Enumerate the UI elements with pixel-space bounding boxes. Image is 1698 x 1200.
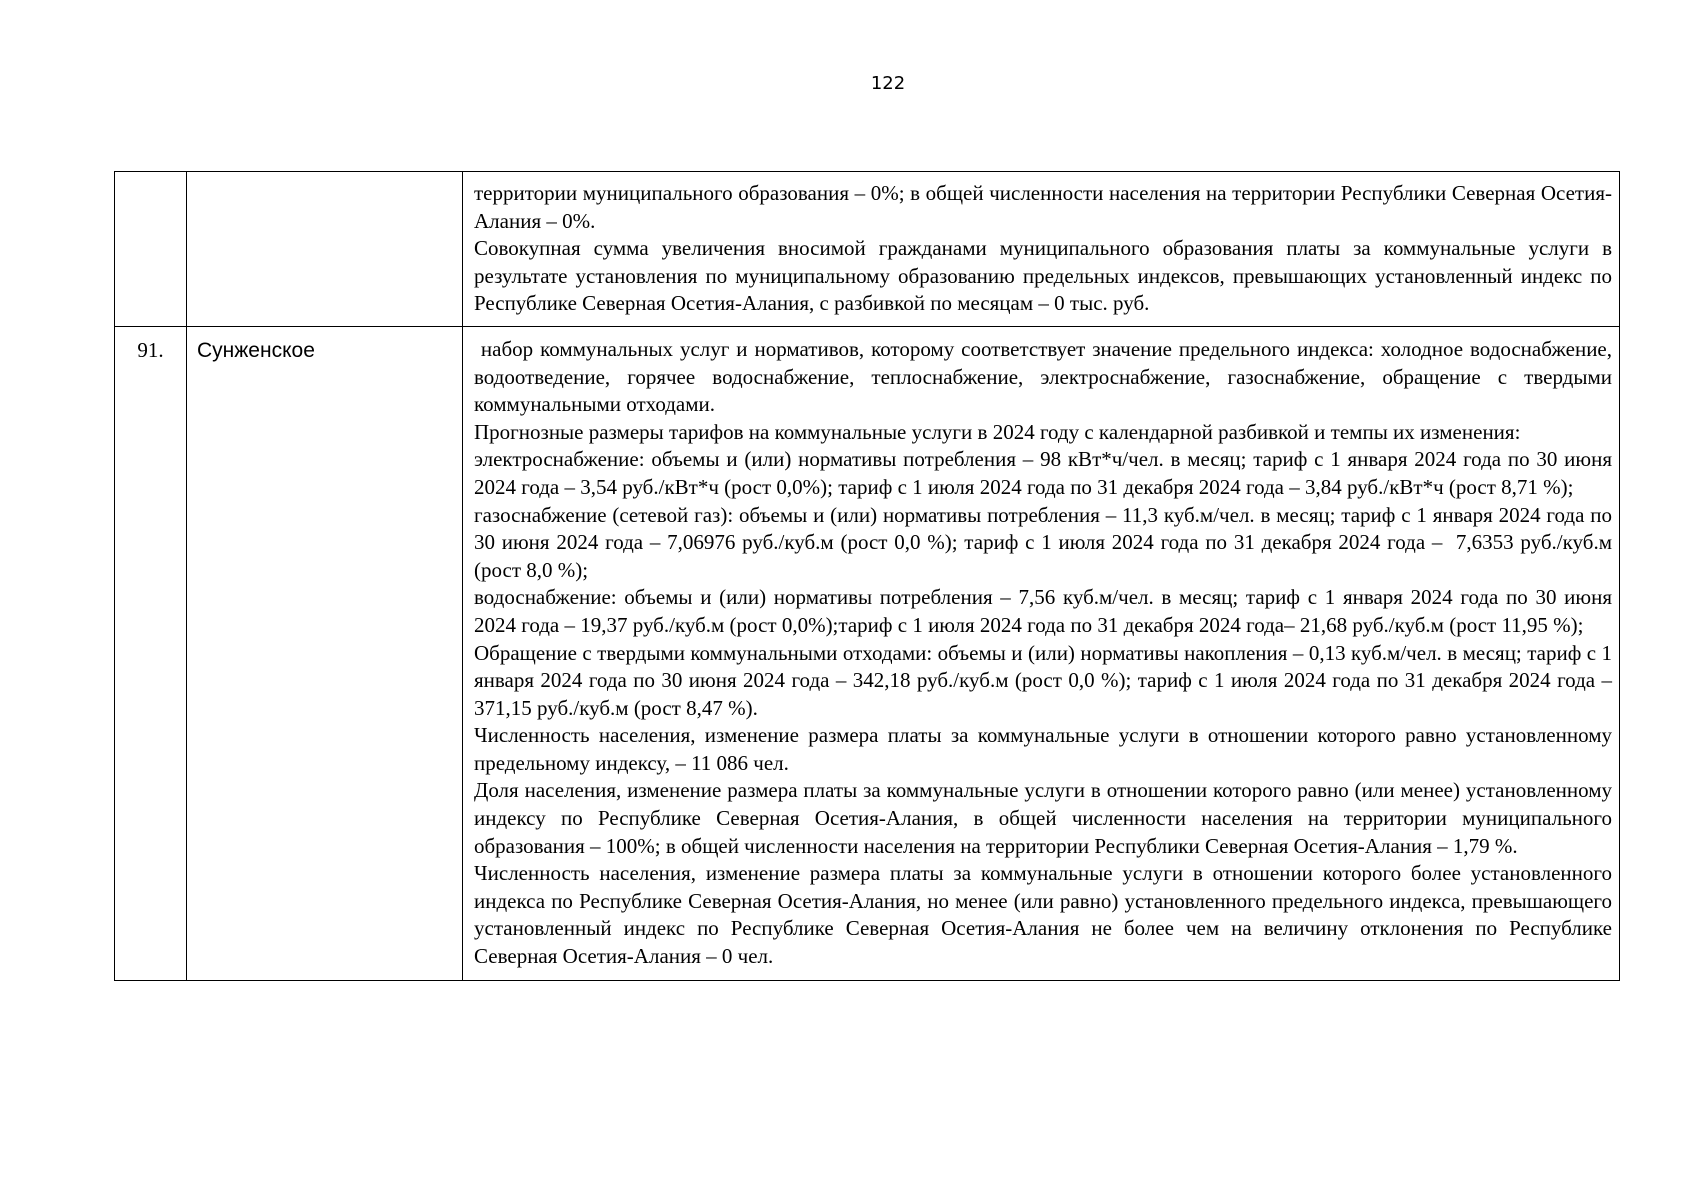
page-number: 122 bbox=[870, 73, 906, 94]
description-paragraph: Совокупная сумма увеличения вносимой гражданами муниципального образования платы за коммунальные услуги в результате установления по муниципальному образованию предельных индексов, превышающих установленный индекс по Республике Северная Осетия-Алания, с разбивкой по месяцам – 0 тыс. руб. bbox=[474, 236, 1612, 316]
water-paragraph: водоснабжение: объемы и (или) нормативы потребления – 7,56 куб.м/чел. в месяц; тариф с 1 января 2024 года по 30 июня 2024 года – 19,37 руб./куб.м (рост 0,0%);тариф с 1 июля 2024 года по 31 декабря 2024 года– 21,68 руб./куб.м (рост 11,95 %); bbox=[474, 585, 1612, 637]
gas-paragraph: газоснабжение (сетевой газ): объемы и (или) нормативы потребления – 11,3 куб.м/чел. в месяц; тариф с 1 января 2024 года по 30 июня 2024 года – 7,06976 руб./куб.м (рост 0,0 %); тариф с 1 июля 2024 года по 31 декабря 2024 года – 7,6353 руб./куб.м (рост 8,0 %); bbox=[474, 502, 1618, 582]
waste-paragraph: Обращение с твердыми коммунальными отходами: объемы и (или) нормативы накопления – 0,13 куб.м/чел. в месяц; тариф с 1 января 2024 года по 30 июня 2024 года – 342,18 руб./куб.м (рост 0,0 %); тариф с 1 июля 2024 года по 31 декабря 2024 года –371,15 руб./куб.м (рост 8,47 %). bbox=[474, 640, 1612, 720]
municipality-name-cell bbox=[187, 172, 463, 327]
utility-set-paragraph: набор коммунальных услуг и нормативов, которому соответствует значение предельного индекса: холодное водоснабжение, водоотведение, горячее водоснабжение, теплоснабжение, электроснабжение, газоснабжение, обращение с твердыми коммунальными отходами. bbox=[474, 336, 1618, 417]
population-share-paragraph: Доля населения, изменение размера платы за коммунальные услуги в отношении которого равно (или менее) установленному индексу по Республике Северная Осетия-Алания, в общей численности населения на территории муниципального образования – 100%; в общей численности населения на территории Республики Северная Осетия-Алания – 1,79 %. bbox=[474, 778, 1612, 858]
municipality-name: Сунженское bbox=[197, 338, 315, 362]
row-number-cell bbox=[115, 172, 187, 327]
description-paragraph: территории муниципального образования – 0%; в общей численности населения на территории Республики Северная Осетия-Алания – 0%. bbox=[474, 181, 1612, 233]
description-cell bbox=[463, 172, 1620, 327]
table-row bbox=[115, 326, 1620, 980]
electricity-paragraph: электроснабжение: объемы и (или) нормативы потребления – 98 кВт*ч/чел. в месяц; тариф с 1 января 2024 года по 30 июня 2024 года – 3,54 руб./кВт*ч (рост 0,0%); тариф с 1 июля 2024 года по 31 декабря 2024 года – 3,84 руб./кВт*ч (рост 8,71 %); bbox=[474, 447, 1612, 499]
population-paragraph: Численность населения, изменение размера платы за коммунальные услуги в отношении которого равно установленному предельному индексу, – 11 086 чел. bbox=[474, 723, 1612, 775]
municipality-name bbox=[187, 172, 462, 188]
tariff-forecast-heading: Прогнозные размеры тарифов на коммунальные услуги в 2024 году с календарной разбивкой и темпы их изменения: bbox=[474, 419, 1521, 444]
population-above-index-paragraph: Численность населения, изменение размера платы за коммунальные услуги в отношении которого более установленного индекса по Республике Северная Осетия-Алания, но менее (или равно) установленного предельного индекса, превышающего установленный индекс по Республике Северная Осетия-Алания не более чем на величину отклонения по Республике Северная Осетия-Алания – 0 чел. bbox=[474, 861, 1612, 969]
municipality-name-cell bbox=[187, 326, 463, 980]
row-number: 91. bbox=[137, 337, 164, 362]
table-row bbox=[115, 172, 1620, 327]
municipal-tariff-table bbox=[114, 171, 1620, 981]
description-cell bbox=[463, 326, 1620, 980]
row-number-cell bbox=[115, 326, 187, 980]
row-number bbox=[115, 172, 186, 188]
